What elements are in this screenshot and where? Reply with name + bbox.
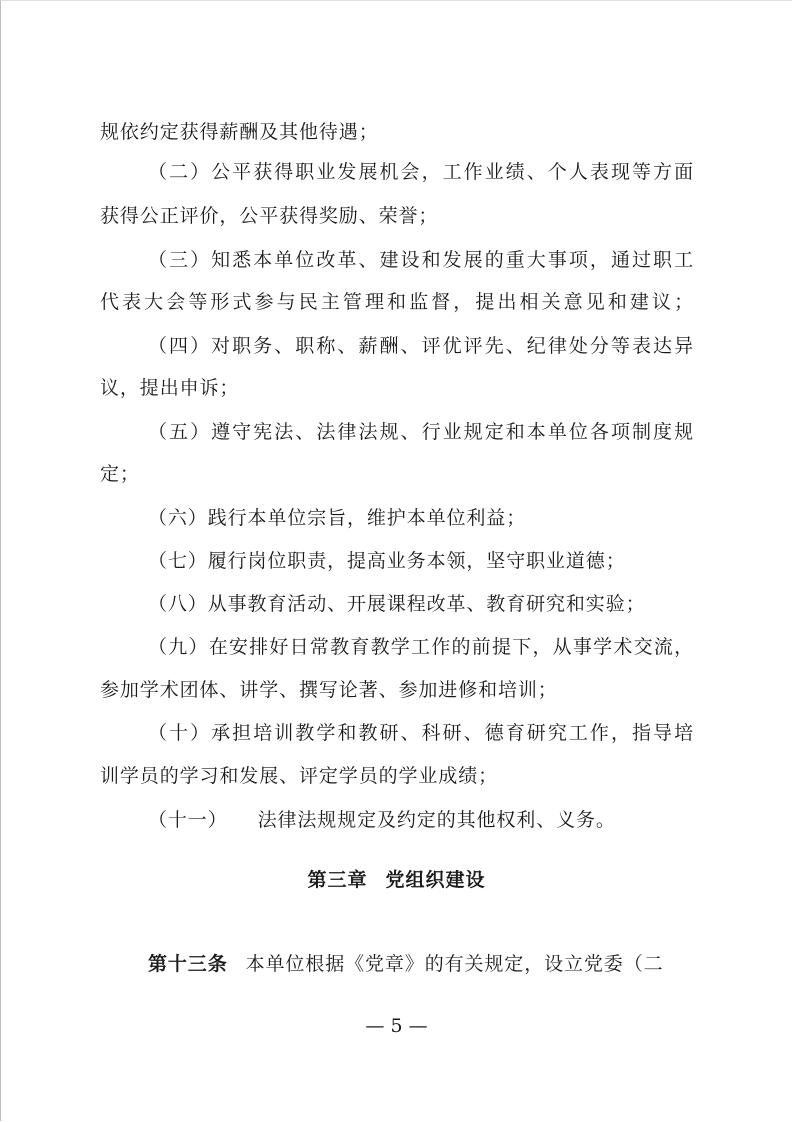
paragraph-line: 参加学术团体、讲学、撰写论著、参加进修和培训； [100, 679, 558, 701]
list-item-3: （三）知悉本单位改革、建设和发展的重大事项，通过职工 [148, 249, 694, 271]
list-item-2: （二）公平获得职业发展机会，工作业绩、个人表现等方面 [148, 161, 694, 183]
list-item-11-text: 法律法规规定及约定的其他权利、义务。 [257, 809, 616, 831]
chapter-title: 党组织建设 [385, 869, 486, 891]
list-item-6: （六）践行本单位宗旨，维护本单位利益； [148, 507, 527, 529]
list-item-8: （八）从事教育活动、开展课程改革、教育研究和实验； [148, 593, 646, 615]
article-13 [148, 952, 708, 976]
paragraph-line: 代表大会等形式参与民主管理和监督，提出相关意见和建议； [100, 291, 694, 313]
list-item-7: （七）履行岗位职责，提高业务本领，坚守职业道德； [148, 550, 626, 572]
article-text: 本单位根据《党章》的有关规定，设立党委（二 [245, 953, 664, 975]
list-item-5: （五）遵守宪法、法律法规、行业规定和本单位各项制度规 [148, 421, 694, 443]
paragraph-line: 规依约定获得薪酬及其他待遇； [100, 121, 379, 143]
paragraph-line: 议，提出申诉； [100, 377, 240, 399]
paragraph-line: 获得公正评价，公平获得奖励、荣誉； [100, 205, 439, 227]
article-number: 第十三条 [148, 953, 228, 975]
list-item-10: （十）承担培训教学和教研、科研、德育研究工作，指导培 [148, 722, 694, 744]
paragraph-line: 训学员的学习和发展、评定学员的学业成绩； [100, 765, 499, 787]
paragraph-line: 定； [100, 463, 140, 485]
list-item-11 [148, 808, 748, 832]
page-number: — 5 — [365, 1015, 428, 1037]
list-item-9: （九）在安排好日常教育教学工作的前提下，从事学术交流， [148, 636, 694, 658]
list-item-11-label: （十一） [148, 809, 228, 831]
chapter-heading [0, 868, 793, 892]
chapter-number: 第三章 [307, 869, 368, 891]
list-item-4: （四）对职务、职称、薪酬、评优评先、纪律处分等表达异 [148, 335, 694, 357]
